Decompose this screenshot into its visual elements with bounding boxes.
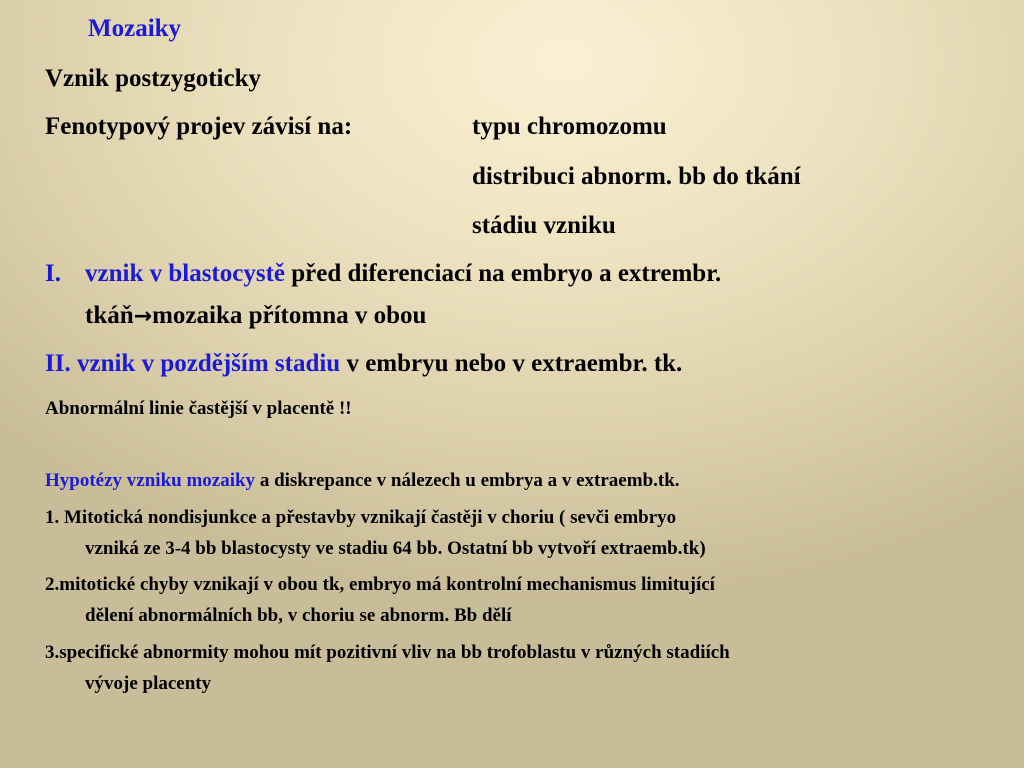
point-1-highlight: vznik v blastocystě (85, 260, 285, 287)
point-1-text: před diferenciací na embryo a extrembr. (291, 260, 722, 287)
point-1-cont-b: mozaika přítomna v obou (152, 302, 427, 329)
list-item: 1. Mitotická nondisjunkce a přestavby vznikají častěji v choriu ( sevči embryo (45, 507, 677, 528)
phenotype-item: stádiu vzniku (472, 212, 616, 239)
list-item-continuation: vzniká ze 3-4 bb blastocysty ve stadiu 64 bb. Ostatní bb vytvoří extraemb.tk) (85, 538, 706, 559)
hypotheses-label: Hypotézy vzniku mozaiky (45, 470, 256, 491)
point-1-continuation (85, 301, 426, 332)
point-1-line (85, 259, 721, 289)
list-item: 2.mitotické chyby vznikají v obou tk, embryo má kontrolní mechanismus limitující (45, 574, 715, 595)
point-2-highlight: vznik v pozdějším stadiu (76, 350, 341, 377)
list-item-continuation: dělení abnormálních bb, v choriu se abnorm. Bb dělí (85, 605, 512, 626)
list-item-continuation: vývoje placenty (85, 673, 212, 694)
origin-line: Vznik postzygoticky (45, 65, 261, 92)
hypotheses-line (45, 469, 680, 493)
point-1-cont-a: tkáň (85, 302, 134, 329)
point-2-text: v embryu nebo v extraembr. tk. (346, 350, 683, 377)
phenotype-label: Fenotypový projev závisí na: (45, 113, 353, 140)
hypotheses-text: a diskrepance v nálezech u embrya a v extraemb.tk. (259, 470, 680, 491)
point-2-line (45, 349, 682, 379)
slide-title: Mozaiky (88, 15, 182, 42)
phenotype-item: distribuci abnorm. bb do tkání (472, 163, 801, 190)
placenta-note: Abnormální linie častější v placentě !! (45, 398, 352, 419)
point-2-marker: II. (45, 350, 71, 377)
right-arrow-icon: → (133, 304, 153, 329)
point-1-marker: I. (45, 260, 61, 287)
list-item: 3.specifické abnormity mohou mít pozitivní vliv na bb trofoblastu v různých stadiích (45, 642, 730, 663)
phenotype-item: typu chromozomu (472, 113, 667, 140)
